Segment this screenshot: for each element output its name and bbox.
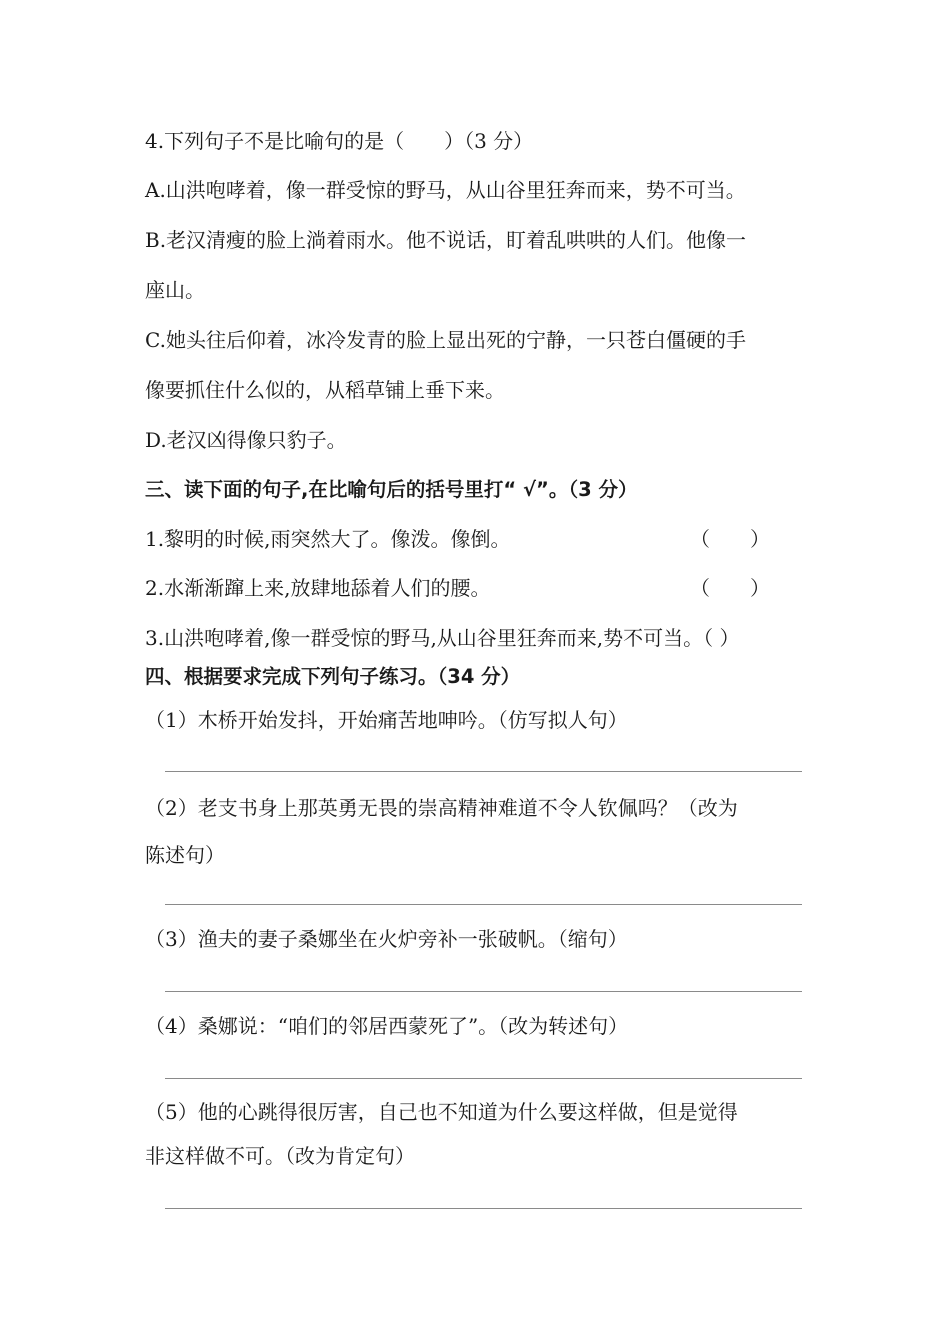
section-4-heading: 四、根据要求完成下列句子练习。（34 分） (145, 665, 521, 688)
option-a: A.山洪咆哮着，像一群受惊的野马，从山谷里狂奔而来，势不可当。 (145, 178, 746, 202)
section-3-item-3: 3.山洪咆哮着,像一群受惊的野马,从山谷里狂奔而来,势不可当。（ ） (145, 626, 740, 650)
option-b-line-1: B.老汉清瘦的脸上淌着雨水。他不说话，盯着乱哄哄的人们。他像一 (145, 228, 747, 252)
option-c-line-1: C.她头往后仰着，冰冷发青的脸上显出死的宁静，一只苍白僵硬的手 (145, 328, 746, 352)
section-4-question-1: （1）木桥开始发抖，开始痛苦地呻吟。（仿写拟人句） (145, 708, 628, 732)
section-3-item-1-answer-paren[interactable]: （ ） (690, 527, 770, 551)
section-3-heading: 三、读下面的句子,在比喻句后的括号里打“ √”。（3 分） (145, 478, 638, 501)
answer-line-4[interactable] (165, 1078, 802, 1079)
section-4-question-3: （3）渔夫的妻子桑娜坐在火炉旁补一张破帆。（缩句） (145, 927, 628, 951)
section-4-question-4: （4）桑娜说：“咱们的邻居西蒙死了”。（改为转述句） (145, 1014, 629, 1038)
section-4-question-5-line-1: （5）他的心跳得很厉害，自己也不知道为什么要这样做，但是觉得 (145, 1100, 738, 1124)
answer-line-3[interactable] (165, 991, 802, 992)
section-4-question-2-line-2: 陈述句） (145, 843, 225, 867)
option-d: D.老汉凶得像只豹子。 (145, 428, 347, 452)
section-3-item-2: 2.水渐渐蹿上来,放肆地舔着人们的腰。 (145, 576, 491, 600)
answer-line-5[interactable] (165, 1208, 802, 1209)
section-4-question-5-line-2: 非这样做不可。（改为肯定句） (145, 1144, 415, 1168)
answer-line-1[interactable] (165, 771, 802, 772)
option-b-line-2: 座山。 (145, 278, 205, 302)
section-3-item-1: 1.黎明的时候,雨突然大了。像泼。像倒。 (145, 527, 511, 551)
answer-line-2[interactable] (165, 904, 802, 905)
question-4-stem: 4.下列句子不是比喻句的是（ ）（3 分） (145, 129, 534, 153)
option-c-line-2: 像要抓住什么似的，从稻草铺上垂下来。 (145, 378, 505, 402)
section-3-item-2-answer-paren[interactable]: （ ） (690, 576, 770, 600)
section-4-question-2-line-1: （2）老支书身上那英勇无畏的崇高精神难道不令人钦佩吗？（改为 (145, 796, 738, 820)
